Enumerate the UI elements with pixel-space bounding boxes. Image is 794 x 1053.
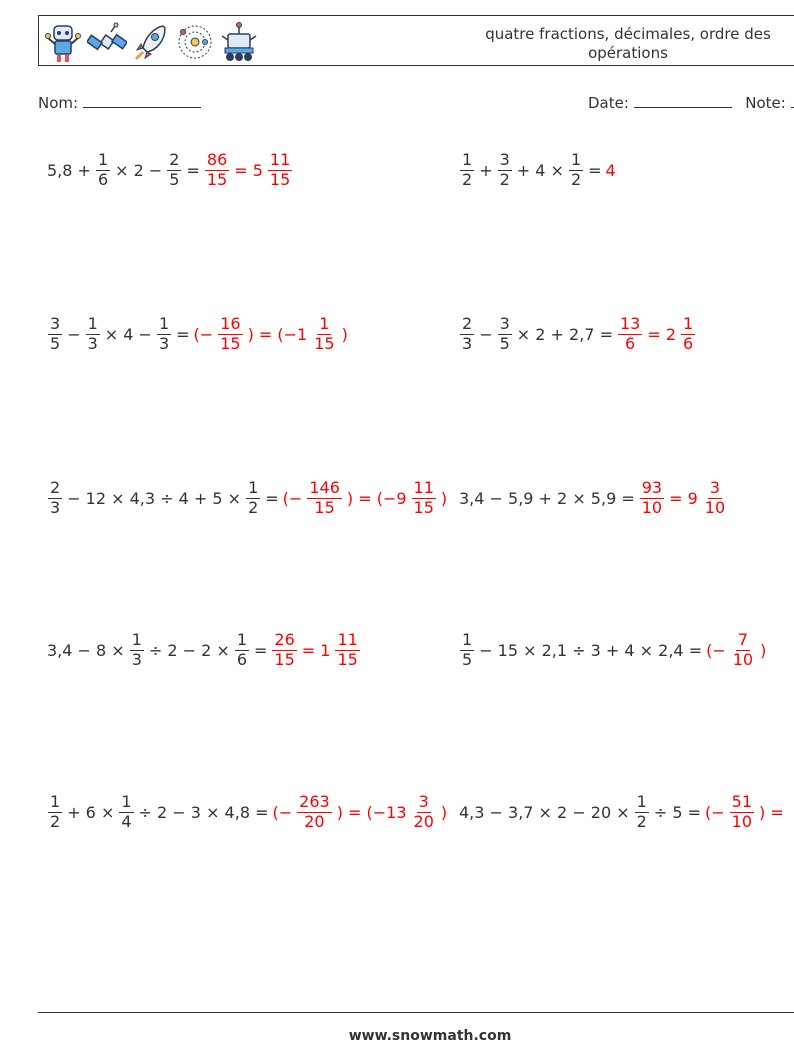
- fraction: [498, 149, 512, 189]
- satellite-icon: [87, 20, 127, 64]
- answer-fraction: [297, 791, 332, 831]
- fraction: [157, 313, 171, 353]
- denominator: 15: [314, 497, 335, 517]
- answer: [703, 791, 786, 831]
- numerator: 16: [220, 313, 241, 333]
- numerator: 1: [462, 629, 473, 649]
- worksheet-header: [38, 15, 794, 66]
- expression-text: × 2 −: [115, 160, 163, 180]
- problem-3: [45, 304, 350, 364]
- denominator: 4: [121, 811, 132, 831]
- numerator: 3: [499, 313, 510, 333]
- denominator: 5: [50, 333, 61, 353]
- denominator: 3: [50, 497, 61, 517]
- numerator: 1: [248, 477, 259, 497]
- answer-fraction: [268, 149, 292, 189]
- answer-text: ) = (−1: [247, 324, 308, 344]
- answer-text: = 5: [234, 160, 263, 180]
- numerator: 146: [309, 477, 340, 497]
- denominator: 20: [413, 811, 434, 831]
- answer: [269, 629, 362, 669]
- numerator: 3: [50, 313, 61, 333]
- numerator: 11: [269, 149, 291, 169]
- answer-text: (−: [706, 640, 726, 660]
- expression-text: =: [588, 160, 602, 180]
- answer-fraction: [731, 629, 755, 669]
- numerator: 3: [709, 477, 721, 497]
- problem-1: [45, 140, 295, 200]
- expression-text: + 6 ×: [67, 802, 115, 822]
- denominator: 2: [248, 497, 259, 517]
- answer-text: (−: [193, 324, 214, 344]
- expression-text: 3,4 − 8 ×: [47, 640, 125, 660]
- expression-text: =: [254, 640, 268, 660]
- denominator: 2: [636, 811, 647, 831]
- numerator: 1: [570, 149, 582, 169]
- name-label: Nom:: [38, 94, 79, 112]
- problem-4: [457, 304, 698, 364]
- fraction: [48, 477, 62, 517]
- answer: [281, 477, 449, 517]
- problem-7: [45, 620, 363, 680]
- answer: [615, 313, 698, 353]
- answer: [604, 161, 618, 180]
- problem-10: [457, 782, 786, 842]
- problem-2: [457, 140, 618, 200]
- expression-text: −: [479, 324, 493, 344]
- answer-fraction: [730, 791, 754, 831]
- numerator: 1: [121, 791, 132, 811]
- denominator: 10: [732, 649, 754, 669]
- answer: [192, 313, 350, 353]
- answer-text: ): [440, 488, 448, 508]
- answer-fraction: [412, 477, 436, 517]
- fraction: [569, 149, 583, 189]
- expression-text: − 15 × 2,1 ÷ 3 + 4 × 2,4 =: [479, 640, 703, 660]
- fraction: [460, 629, 474, 669]
- expression-text: =: [265, 488, 279, 508]
- denominator: 3: [131, 649, 142, 669]
- fraction: [86, 313, 100, 353]
- numerator: 51: [731, 791, 753, 811]
- denominator: 15: [413, 497, 434, 517]
- denominator: 3: [87, 333, 98, 353]
- denominator: 10: [704, 497, 726, 517]
- denominator: 6: [625, 333, 636, 353]
- denominator: 15: [269, 169, 291, 189]
- fraction: [96, 149, 110, 189]
- problem-8: [457, 620, 768, 680]
- grade-label: Note:: [745, 94, 786, 112]
- answer-fraction: [412, 791, 436, 831]
- denominator: 15: [220, 333, 241, 353]
- denominator: 20: [304, 811, 325, 831]
- answer-fraction: [618, 313, 642, 353]
- numerator: 1: [236, 629, 247, 649]
- answer-text: (−: [272, 802, 293, 822]
- answer: [202, 149, 295, 189]
- numerator: 1: [636, 791, 647, 811]
- numerator: 1: [319, 313, 330, 333]
- answer: [271, 791, 450, 831]
- rover-icon: [219, 20, 259, 64]
- expression-text: × 4 −: [104, 324, 152, 344]
- expression-text: 5,8 +: [47, 160, 91, 180]
- robot-icon: [43, 20, 83, 64]
- answer: [637, 477, 730, 517]
- fraction: [460, 149, 474, 189]
- denominator: 5: [499, 333, 510, 353]
- answer-text: (−: [282, 488, 303, 508]
- denominator: 2: [499, 169, 510, 189]
- denominator: 2: [570, 169, 582, 189]
- fraction: [130, 629, 144, 669]
- numerator: 26: [274, 629, 295, 649]
- answer-text: ) = (−13: [336, 802, 407, 822]
- expression-text: 4,3 − 3,7 × 2 − 20 ×: [459, 802, 630, 822]
- answer-text: 4: [605, 160, 616, 180]
- denominator: 10: [641, 497, 663, 517]
- fraction: [167, 149, 181, 189]
- denominator: 6: [236, 649, 247, 669]
- answer-fraction: [272, 629, 296, 669]
- footer-url: www.snowmath.com: [348, 1028, 512, 1044]
- denominator: 3: [462, 333, 473, 353]
- numerator: 1: [87, 313, 98, 333]
- answer-text: ) =: [759, 802, 784, 822]
- answer-text: = 9: [669, 488, 698, 508]
- problem-6: [457, 468, 730, 528]
- problem-9: [45, 782, 449, 842]
- expression-text: ÷ 5 =: [653, 802, 702, 822]
- expression-text: − 12 × 4,3 ÷ 4 + 5 ×: [67, 488, 242, 508]
- numerator: 7: [737, 629, 749, 649]
- numerator: 13: [619, 313, 641, 333]
- numerator: 1: [683, 313, 694, 333]
- denominator: 15: [206, 169, 228, 189]
- fraction: [48, 313, 62, 353]
- worksheet-title: quatre fractions, décimales, ordre des opérations: [485, 25, 771, 62]
- fraction: [635, 791, 649, 831]
- answer-text: ) = (−9: [346, 488, 407, 508]
- denominator: 5: [169, 169, 180, 189]
- numerator: 263: [299, 791, 330, 811]
- denominator: 10: [731, 811, 753, 831]
- expression-text: =: [176, 324, 190, 344]
- answer-text: ): [760, 640, 767, 660]
- header-icons: [43, 20, 259, 64]
- numerator: 93: [641, 477, 663, 497]
- numerator: 11: [337, 629, 358, 649]
- expression-text: =: [186, 160, 200, 180]
- fraction: [246, 477, 260, 517]
- numerator: 1: [131, 629, 142, 649]
- expression-text: ÷ 2 − 3 × 4,8 =: [138, 802, 269, 822]
- solar-system-icon: [175, 20, 215, 64]
- answer-text: = 2: [647, 324, 676, 344]
- answer-text: = 1: [301, 640, 331, 660]
- answer-fraction: [335, 629, 359, 669]
- numerator: 86: [206, 149, 228, 169]
- answer-text: (−: [705, 802, 725, 822]
- footer-divider: [38, 1012, 794, 1013]
- expression-text: × 2 + 2,7 =: [516, 324, 613, 344]
- fraction: [498, 313, 512, 353]
- answer-fraction: [218, 313, 242, 353]
- numerator: 1: [158, 313, 170, 333]
- answer-fraction: [703, 477, 727, 517]
- numerator: 11: [413, 477, 434, 497]
- denominator: 5: [462, 649, 473, 669]
- denominator: 15: [314, 333, 335, 353]
- name-line: [83, 93, 201, 108]
- expression-text: +: [479, 160, 493, 180]
- denominator: 15: [274, 649, 295, 669]
- rocket-icon: [131, 20, 171, 64]
- name-field: [38, 93, 201, 112]
- expression-text: + 4 ×: [516, 160, 564, 180]
- answer-text: ): [440, 802, 448, 822]
- answer: [704, 629, 768, 669]
- answer-fraction: [640, 477, 664, 517]
- numerator: 1: [50, 791, 61, 811]
- numerator: 1: [97, 149, 109, 169]
- numerator: 3: [418, 791, 429, 811]
- expression-text: −: [67, 324, 81, 344]
- denominator: 2: [50, 811, 61, 831]
- numerator: 3: [499, 149, 510, 169]
- date-field: [588, 93, 794, 112]
- denominator: 6: [97, 169, 109, 189]
- fraction: [235, 629, 249, 669]
- denominator: 2: [462, 169, 473, 189]
- grade-line: [791, 93, 794, 108]
- answer-fraction: [681, 313, 695, 353]
- expression-text: 3,4 − 5,9 + 2 × 5,9 =: [459, 488, 635, 508]
- fraction: [48, 791, 62, 831]
- denominator: 3: [158, 333, 170, 353]
- date-label: Date:: [588, 94, 629, 112]
- numerator: 1: [462, 149, 473, 169]
- answer-text: ): [341, 324, 348, 344]
- denominator: 15: [337, 649, 358, 669]
- date-line: [634, 93, 732, 108]
- numerator: 2: [169, 149, 180, 169]
- answer-fraction: [205, 149, 229, 189]
- problem-5: [45, 468, 449, 528]
- fraction: [460, 313, 474, 353]
- fraction: [119, 791, 133, 831]
- expression-text: ÷ 2 − 2 ×: [148, 640, 230, 660]
- answer-fraction: [307, 477, 342, 517]
- answer-fraction: [312, 313, 336, 353]
- numerator: 2: [462, 313, 473, 333]
- numerator: 2: [50, 477, 61, 497]
- denominator: 6: [683, 333, 694, 353]
